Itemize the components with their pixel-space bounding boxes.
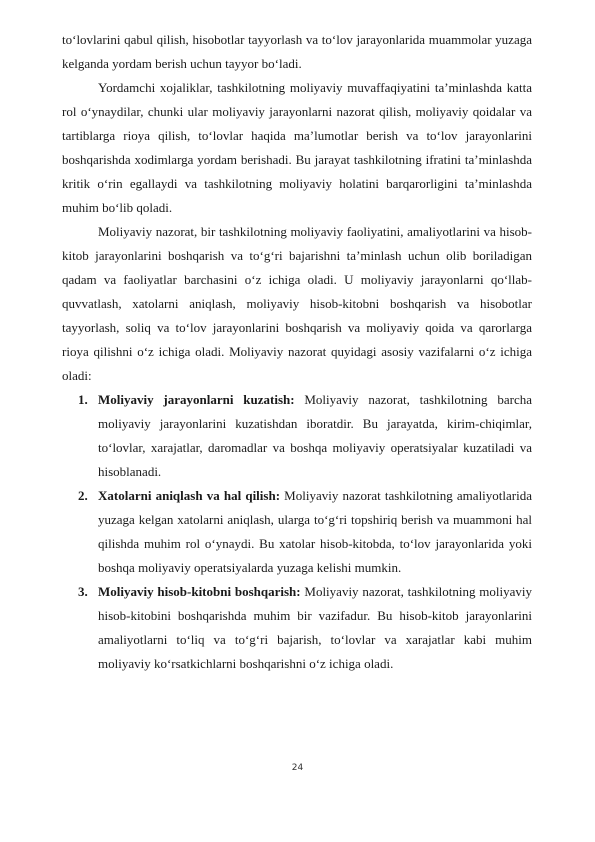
list-item-term: Xatolarni aniqlash va hal qilish: [98,488,281,503]
paragraph-auxiliary-households: Yordamchi xojaliklar, tashkilotning moliyaviy muvaffaqiyatini ta’minlashda katta rol o‘ynaydilar, chunki ular moliyaviy jarayonlarni nazorat qilish, moliyaviy qoidalar va tartiblarga rioya qilish, to‘lovlar haqida ma’lumotlar berish va to‘lov jarayonlarini boshqarishda xodimlarga yordam berishadi. Bu jarayat tashkilotning ifratini ta’minlashda kritik o‘rin egallaydi va tashkilotning moliyaviy holatini barqarorligini ta’minlashda muhim bo‘lib qoladi. [62,80,532,215]
list-item-number: 2. [78,488,88,503]
list-item-term: Moliyaviy jarayonlarni kuzatish: [98,392,295,407]
list-item-text: Moliyaviy nazorat, tashkilotning moliyaviy hisob-kitobini boshqarishda muhim bir vazifadur. Bu hisob-kitob jarayonlarini amaliyotlarni to‘liq va to‘g‘ri bajarish, to‘lovlar va xarajatlar kabi muhim moliyaviy ko‘rsatkichlarni boshqarishni o‘z ichiga oladi. [98,584,532,671]
page-number: 24 [291,763,304,773]
tasks-list [62,388,532,676]
list-item-text: Moliyaviy nazorat tashkilotning amaliyotlarida yuzaga kelgan xatolarni aniqlash, ularga to‘g‘ri topshiriq berish va muammoni hal qilishda muhim rol o‘ynaydi. Bu xatolar hisob-kitobda, to‘lov jarayonlarida yoki boshqa moliyaviy operatsiyalarda yuzaga kelishi mumkin. [98,488,532,575]
paragraph-continuation: to‘lovlarini qabul qilish, hisobotlar tayyorlash va to‘lov jarayonlarida muammolar yuzaga kelganda yordam berish uchun tayyor bo‘ladi. [62,32,532,71]
list-item-number: 3. [78,584,88,599]
list-item [62,388,532,484]
list-item-text: Moliyaviy nazorat, tashkilotning barcha moliyaviy jarayonlarini kuzatishdan iboratdir. Bu jarayatda, kirim-chiqimlar, to‘lovlar, xarajatlar, daromadlar va boshqa moliyaviy operatsiyalar kuzatiladi va hisoblanadi. [98,392,532,479]
document-body [62,28,532,676]
list-item-number: 1. [78,392,88,407]
list-item [62,580,532,676]
paragraph-financial-control: Moliyaviy nazorat, bir tashkilotning moliyaviy faoliyatini, amaliyotlarini va hisob-kitob jarayonlarini boshqarish va to‘g‘ri bajarishni ta’minlash uchun olib boriladigan qadam va faoliyatlar barchasini o‘z ichiga oladi. U moliyaviy jarayonlarni qo‘llab-quvvatlash, xatolarni aniqlash, moliyaviy hisob-kitobni boshqarish va hisobotlar tayyorlash, soliq va to‘lov jarayonlarini boshqarish va moliyaviy qoida va qarorlarga rioya qilishni o‘z ichiga oladi. Moliyaviy nazorat quyidagi asosiy vazifalarni o‘z ichiga oladi: [62,224,532,383]
list-item-term: Moliyaviy hisob-kitobni boshqarish: [98,584,301,599]
list-item [62,484,532,580]
